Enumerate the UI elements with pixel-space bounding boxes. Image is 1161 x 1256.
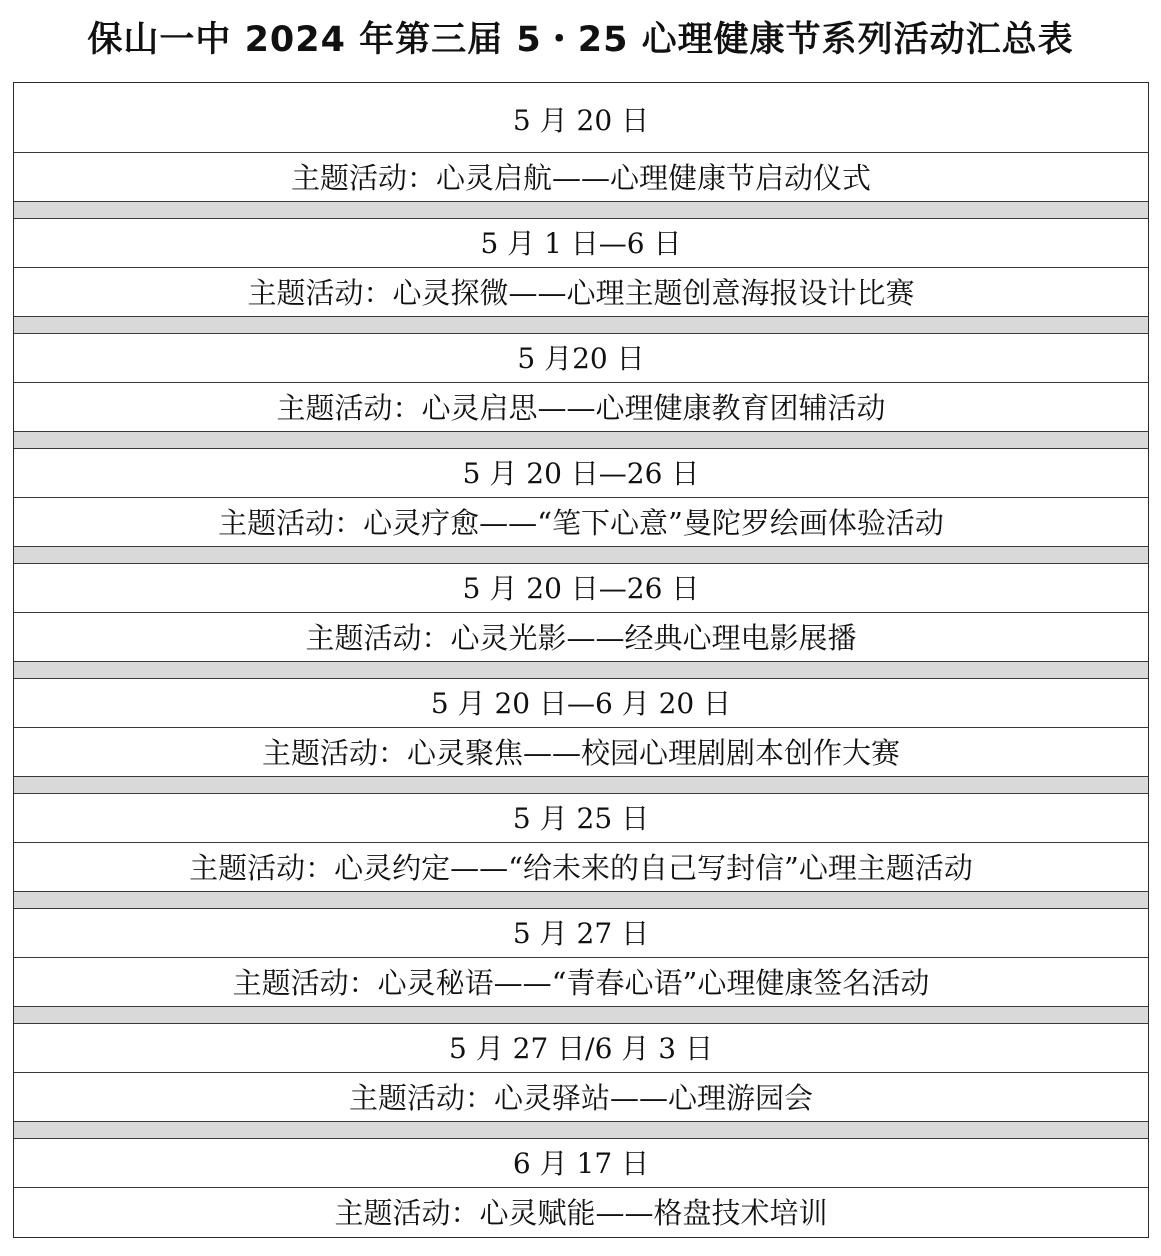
event-date: 5 月 20 日—26 日 xyxy=(14,449,1148,498)
document-title: 保山一中 2024 年第三届 5・25 心理健康节系列活动汇总表 xyxy=(87,20,1074,60)
row-separator xyxy=(14,892,1148,909)
event-date: 5 月 27 日 xyxy=(14,909,1148,958)
event-activity: 主题活动：心灵光影——经典心理电影展播 xyxy=(14,613,1148,662)
row-separator xyxy=(14,1122,1148,1139)
event-date: 5 月 27 日/6 月 3 日 xyxy=(14,1024,1148,1073)
row-separator xyxy=(14,202,1148,219)
event-activity: 主题活动：心灵秘语——“青春心语”心理健康签名活动 xyxy=(14,958,1148,1007)
event-activity: 主题活动：心灵启思——心理健康教育团辅活动 xyxy=(14,383,1148,432)
event-date: 5 月20 日 xyxy=(14,334,1148,383)
event-date: 5 月 1 日—6 日 xyxy=(14,219,1148,268)
event-activity: 主题活动：心灵赋能——格盘技术培训 xyxy=(334,1196,828,1230)
event-date: 5 月 20 日—6 月 20 日 xyxy=(14,679,1148,728)
row-separator xyxy=(14,317,1148,334)
event-activity: 主题活动：心灵探微——心理主题创意海报设计比赛 xyxy=(14,268,1148,317)
event-activity: 主题活动：心灵约定——“给未来的自己写封信”心理主题活动 xyxy=(14,843,1148,892)
event-activity: 主题活动：心灵疗愈——“笔下心意”曼陀罗绘画体验活动 xyxy=(14,498,1148,547)
event-date: 6 月 17 日 xyxy=(14,1139,1148,1188)
row-separator xyxy=(14,547,1148,564)
activity-schedule-table xyxy=(13,82,1149,1238)
row-separator xyxy=(14,1007,1148,1024)
row-separator xyxy=(14,777,1148,794)
event-date: 5 月 20 日 xyxy=(14,83,1148,153)
event-date: 5 月 25 日 xyxy=(14,794,1148,843)
row-separator xyxy=(14,432,1148,449)
event-activity: 主题活动：心灵驿站——心理游园会 xyxy=(14,1073,1148,1122)
event-activity: 主题活动：心灵启航——心理健康节启动仪式 xyxy=(14,153,1148,202)
event-activity: 主题活动：心灵聚焦——校园心理剧剧本创作大赛 xyxy=(14,728,1148,777)
row-separator xyxy=(14,662,1148,679)
event-date: 5 月 20 日—26 日 xyxy=(14,564,1148,613)
